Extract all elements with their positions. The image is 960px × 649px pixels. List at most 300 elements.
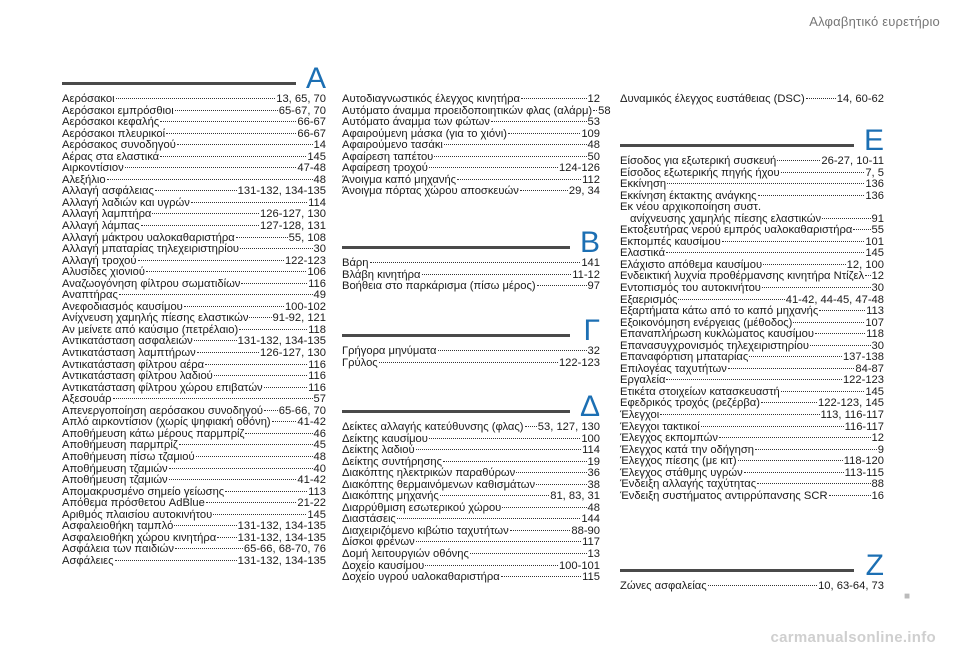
entry-pages: 126-127, 130 xyxy=(260,347,326,360)
entry-term: Δείκτες αλλαγής κατεύθυνσης (φλας) xyxy=(342,421,524,433)
entry-pages: 91 xyxy=(871,212,884,225)
section-rule xyxy=(620,569,854,572)
entry-pages: 38 xyxy=(587,478,600,491)
dot-leader xyxy=(537,285,587,286)
entry-pages: 48 xyxy=(313,173,326,186)
dot-leader xyxy=(728,368,855,369)
entry-term: Έλεγχος κατά την οδήγηση xyxy=(620,443,754,456)
entry-term: Δοχείο καυσίμου xyxy=(342,559,425,572)
entry-pages: 9 xyxy=(877,443,884,456)
entry-list-a xyxy=(62,94,326,567)
index-entry xyxy=(620,410,884,422)
entry-term: Επιλογέας ταχυτήτων xyxy=(620,362,727,375)
dot-leader xyxy=(370,262,581,263)
section-letter-g: Γ xyxy=(583,314,600,347)
entry-term: Διακόπτης μηχανής xyxy=(342,490,439,503)
index-entry xyxy=(62,371,326,383)
entry-term: Δυναμικός έλεγχος ευστάθειας (DSC) xyxy=(620,93,805,105)
entry-pages: 30 xyxy=(871,282,884,295)
dot-leader xyxy=(213,514,306,515)
dot-leader xyxy=(141,225,259,226)
dot-leader xyxy=(516,472,586,473)
entry-term: Αντικατάσταση ασφαλειών xyxy=(62,335,193,348)
entry-term: Αλλαγή μάκτρου υαλοκαθαριστήρα xyxy=(62,231,235,244)
entry-pages: 100 xyxy=(581,432,600,445)
entry-term: Βάρη xyxy=(342,257,369,269)
entry-term: Αλλαγή λαδιών και υγρών xyxy=(62,196,190,209)
dot-leader xyxy=(379,362,558,363)
dot-leader xyxy=(169,479,297,480)
entry-term: Έλεγχοι τακτικοί xyxy=(620,420,700,433)
entry-pages: 114 xyxy=(582,444,600,457)
entry-pages: 144 xyxy=(581,513,600,526)
entry-list-b xyxy=(342,258,600,293)
entry-term: Επαναπλήρωση κυκλώματος καυσίμου xyxy=(620,328,814,341)
dot-leader xyxy=(761,402,817,403)
dot-leader xyxy=(829,495,871,496)
dot-leader xyxy=(708,585,817,586)
dot-leader xyxy=(416,449,582,450)
entry-pages: 21-22 xyxy=(297,497,326,510)
entry-pages: 122-123 xyxy=(284,254,326,267)
entry-term: Επανασυγχρονισμός τηλεχειριστηρίου xyxy=(620,339,809,352)
entry-term: Αποθήμευση κάτω μέρους παρμπρίζ xyxy=(62,427,245,440)
entry-list-a-continued xyxy=(342,93,611,198)
section-a xyxy=(62,58,326,567)
dot-leader xyxy=(175,548,243,549)
entry-term: Αλλαγή λαμπτήρα xyxy=(62,208,152,221)
entry-term: Αποθήμευση παρμπρίζ xyxy=(62,439,178,452)
entry-pages: 81, 83, 31 xyxy=(550,490,600,503)
entry-pages: 40 xyxy=(313,462,326,475)
section-header-d xyxy=(342,386,600,422)
index-entry xyxy=(62,117,326,129)
dot-leader xyxy=(457,179,581,180)
entry-pages: 88-90 xyxy=(571,524,600,537)
dot-leader xyxy=(434,156,586,157)
index-entry xyxy=(620,491,884,503)
entry-pages: 122-123, 145 xyxy=(818,397,884,410)
entry-pages: 32 xyxy=(587,345,600,357)
entry-pages: 45 xyxy=(313,439,326,452)
section-rule xyxy=(620,144,854,147)
entry-term: Δείκτης καυσίμου xyxy=(342,432,428,445)
entry-pages: 116-117 xyxy=(844,420,884,433)
entry-term: ανίχνευσης χαμηλής πίεσης ελαστικών xyxy=(630,212,822,225)
entry-pages: 114 xyxy=(308,196,326,209)
dot-leader xyxy=(116,98,276,99)
entry-list-d xyxy=(342,422,600,584)
index-entry xyxy=(62,94,326,106)
entry-term: Είσοδος για εξωτερική συσκευή xyxy=(620,155,777,167)
entry-term: Εκκίνηση xyxy=(620,178,667,191)
entry-term: Αερόσακοι κεφαλής xyxy=(62,116,160,129)
entry-term: Αντικατάσταση φίλτρου λαδιού xyxy=(62,370,213,383)
dot-leader xyxy=(166,133,296,134)
entry-pages: 55 xyxy=(871,224,884,237)
index-entry xyxy=(62,221,326,233)
entry-term: Εκπομπές καυσίμου xyxy=(620,235,721,248)
entry-pages: 126-127, 130 xyxy=(260,208,326,221)
entry-pages: 10, 63-64, 73 xyxy=(818,580,884,592)
entry-pages: 55, 108 xyxy=(288,231,326,244)
entry-term: Αερόσακοι xyxy=(62,93,115,105)
entry-term: Απλό αιρκοντίσιον (χωρίς ψηφιακή οθόνη) xyxy=(62,416,271,429)
dot-leader xyxy=(113,398,313,399)
entry-pages: 46 xyxy=(313,427,326,440)
index-entry xyxy=(342,117,600,129)
entry-pages: 113, 116-117 xyxy=(820,409,884,422)
dot-leader xyxy=(245,433,312,434)
entry-term: Είσοδος εξωτερικής πηγής ήχου xyxy=(620,166,780,179)
entry-term: Αλλαγή τροχού xyxy=(62,254,137,267)
entry-term: Εκκίνηση έκτακτης ανάγκης xyxy=(620,189,757,202)
dot-leader xyxy=(865,275,870,276)
entry-term: Δοχείο υγρού υαλοκαθαριστήρα xyxy=(342,571,500,584)
section-header-b xyxy=(342,222,600,258)
entry-term: Αφαιρούμενο τασάκι xyxy=(342,139,443,152)
dot-leader xyxy=(206,502,297,503)
dot-leader xyxy=(763,264,846,265)
entry-term: Έλεγχος πίεσης (με κιτ) xyxy=(620,455,737,468)
entry-pages: 41-42, 44-45, 47-48 xyxy=(785,293,884,306)
entry-term: Διαστάσεις xyxy=(342,513,396,526)
index-entry xyxy=(342,258,600,270)
dot-leader xyxy=(177,144,313,145)
entry-term: Γρήγορα μηνύματα xyxy=(342,345,437,357)
entry-term: Εξαρτήματα κάτω από το καπό μηχανής xyxy=(620,305,819,318)
dot-leader xyxy=(758,195,865,196)
entry-pages: 7, 5 xyxy=(865,166,884,179)
dot-leader xyxy=(470,553,587,554)
dot-leader xyxy=(502,507,586,508)
entry-pages: 101 xyxy=(865,235,884,248)
dot-leader xyxy=(152,213,259,214)
dot-leader xyxy=(125,167,297,168)
entry-pages: 29, 34 xyxy=(568,185,600,198)
dot-leader xyxy=(240,248,313,249)
dot-leader xyxy=(146,271,306,272)
dot-leader xyxy=(236,237,288,238)
dot-leader xyxy=(416,541,581,542)
section-rule xyxy=(342,410,570,413)
entry-pages: 57 xyxy=(313,393,326,406)
entry-pages: 145 xyxy=(307,508,326,521)
entry-term: Ασφαλειοθήκη ταμπλό xyxy=(62,520,174,533)
entry-pages: 106 xyxy=(307,266,326,279)
dot-leader xyxy=(397,518,580,519)
entry-term: Δομή λειτουργιών οθόνης xyxy=(342,548,469,561)
entry-pages: 66-67 xyxy=(297,116,326,129)
dot-leader xyxy=(160,156,306,157)
entry-pages: 131-132, 134-135 xyxy=(237,335,326,348)
entry-term: Ετικέτα στοιχείων κατασκευαστή xyxy=(620,385,780,398)
index-entry xyxy=(342,445,600,457)
entry-term: Αναπτήρας xyxy=(62,289,118,302)
dot-leader xyxy=(160,121,296,122)
entry-term: Ένδειξη συστήματος αντιρρύπανσης SCR xyxy=(620,489,828,502)
dot-leader xyxy=(264,410,278,411)
entry-pages: 113-115 xyxy=(844,466,884,479)
entry-term: Αιρκοντίσιον xyxy=(62,162,124,175)
section-b xyxy=(342,222,600,293)
dot-leader xyxy=(593,110,597,111)
dot-leader xyxy=(822,218,870,219)
index-entry xyxy=(620,94,884,106)
entry-pages: 12, 100 xyxy=(846,258,884,271)
dot-leader xyxy=(440,495,550,496)
section-header-a xyxy=(62,58,326,94)
entry-list-g xyxy=(342,346,600,369)
entry-term: Αριθμός πλαισίου αυτοκινήτου xyxy=(62,508,213,521)
entry-term: Έλεγχοι xyxy=(620,409,660,422)
entry-pages: 12 xyxy=(871,270,884,283)
entry-pages: 84-87 xyxy=(855,362,884,375)
dot-leader xyxy=(205,364,307,365)
entry-pages: 118-120 xyxy=(843,455,884,468)
entry-term: Διαρρύθμιση εσωτερικού χώρου xyxy=(342,501,502,514)
index-entry xyxy=(62,244,326,256)
entry-term: Εξοικονόμηση ενέργειας (μέθοδος) xyxy=(620,316,793,329)
index-entry xyxy=(342,346,600,358)
dot-leader xyxy=(806,98,836,99)
index-entry xyxy=(620,156,884,168)
dot-leader xyxy=(429,438,580,439)
entry-term: Αυτόματο άναμμα προειδοποιητικών φλας (αλάρμ) xyxy=(342,104,593,117)
entry-pages: 145 xyxy=(307,150,326,163)
entry-term: Ανίχνευση χαμηλής πίεσης ελαστικών xyxy=(62,312,249,325)
entry-pages: 145 xyxy=(865,385,884,398)
dot-leader xyxy=(678,299,784,300)
entry-pages: 116 xyxy=(308,370,326,383)
entry-term: Γρύλος xyxy=(342,356,378,369)
dot-leader xyxy=(217,537,236,538)
section-letter-d: Δ xyxy=(579,390,600,423)
index-entry xyxy=(342,572,600,584)
entry-pages: 109 xyxy=(581,127,600,140)
entry-pages: 122-123 xyxy=(842,374,884,387)
section-rule xyxy=(342,246,570,249)
section-e xyxy=(620,120,884,502)
entry-term: Δίσκοι φρένων xyxy=(342,536,415,549)
entry-term: Αλυσίδες χιονιού xyxy=(62,266,146,279)
section-header-z xyxy=(620,545,884,581)
entry-term: Αερόσακοι εμπρόσθιοι xyxy=(62,104,174,117)
entry-pages: 26-27, 10-11 xyxy=(821,155,884,167)
entry-term: Έλεγχος εκπομπών xyxy=(620,432,718,445)
page-edge-marker: ■ xyxy=(904,591,911,602)
dot-leader xyxy=(777,160,820,161)
dot-leader xyxy=(667,183,864,184)
dot-leader xyxy=(666,379,842,380)
entry-term: Απόθεμα πρόσθετου AdBlue xyxy=(62,497,205,510)
section-g xyxy=(342,310,600,369)
entry-pages: 47-48 xyxy=(297,162,326,175)
entry-term: Ένδειξη αλλαγής ταχύτητας xyxy=(620,478,757,491)
index-entry xyxy=(620,306,884,318)
dot-leader xyxy=(196,456,313,457)
entry-pages: 141 xyxy=(581,257,600,269)
entry-pages: 124-126 xyxy=(558,162,600,175)
entry-term: Αερόσακος συνοδηγού xyxy=(62,139,176,152)
index-entry xyxy=(620,433,884,445)
dot-leader xyxy=(197,352,259,353)
entry-term: Αναζωογόνηση φίλτρου σωματιδίων xyxy=(62,277,241,290)
dot-leader xyxy=(214,375,307,376)
dot-leader xyxy=(107,179,313,180)
entry-term: Αντικατάσταση λαμπτήρων xyxy=(62,347,196,360)
entry-term: Βοήθεια στο παρκάρισμα (πίσω μέρος) xyxy=(342,280,536,293)
entry-term: Απομακρυσμένο σημείο γείωσης xyxy=(62,485,225,498)
dot-leader xyxy=(536,484,586,485)
index-entry xyxy=(620,581,884,593)
entry-term: Αποθήμευση τζαμιών xyxy=(62,474,168,487)
entry-term: Έλεγχος στάθμης υγρών xyxy=(620,466,743,479)
entry-term: Ελάχιστο απόθεμα καυσίμου xyxy=(620,258,763,271)
entry-pages: 136 xyxy=(865,178,884,191)
index-entry xyxy=(620,283,884,295)
section-a-continued xyxy=(342,93,611,198)
entry-pages: 118 xyxy=(308,323,326,336)
entry-pages: 131-132, 134-135 xyxy=(237,554,326,567)
section-letter-a: A xyxy=(305,62,326,95)
entry-term: Ανεφοδιασμός καυσίμου xyxy=(62,300,183,313)
entry-term: Αποθήμευση τζαμιών xyxy=(62,462,168,475)
dot-leader xyxy=(138,260,284,261)
section-letter-e: E xyxy=(863,124,884,157)
entry-pages: 122-123 xyxy=(558,356,600,369)
section-rule xyxy=(342,334,570,337)
entry-pages: 36 xyxy=(587,467,600,480)
dot-leader xyxy=(115,560,237,561)
entry-pages: 11-12 xyxy=(572,268,600,281)
section-header-g xyxy=(342,310,600,346)
entry-pages: 127-128, 131 xyxy=(260,220,326,233)
entry-term: Αφαίρεση τροχού xyxy=(342,162,428,175)
dot-leader xyxy=(666,252,864,253)
dot-leader xyxy=(249,317,271,318)
dot-leader xyxy=(225,491,307,492)
entry-term: Άνοιγμα καπό μηχανής xyxy=(342,173,457,186)
entry-pages: 100-101 xyxy=(558,559,600,572)
index-entry xyxy=(62,140,326,152)
dot-leader xyxy=(738,460,843,461)
dot-leader xyxy=(781,172,865,173)
index-entry xyxy=(342,422,600,434)
page-header-title: Αλφαβητικό ευρετήριο xyxy=(809,14,940,29)
dot-leader xyxy=(194,340,237,341)
entry-pages: 48 xyxy=(313,450,326,463)
dot-leader xyxy=(443,461,587,462)
entry-term: Αντικατάσταση φίλτρου χώρου επιβατών xyxy=(62,381,263,394)
entry-term: Αφαίρεση ταπέτου xyxy=(342,150,434,163)
entry-term: Εφεδρικός τροχός (ρεζέρβα) xyxy=(620,397,760,410)
entry-term: Αλεξήλιο xyxy=(62,173,106,186)
index-entry xyxy=(62,556,326,568)
entry-term: Βλάβη κινητήρα xyxy=(342,268,421,281)
dot-leader xyxy=(239,329,307,330)
dot-leader xyxy=(422,274,572,275)
entry-pages: 137-138 xyxy=(842,351,884,364)
entry-term: Απενεργοποίηση αερόσακου συνοδηγού xyxy=(62,404,264,417)
entry-term: Άνοιγμα πόρτας χώρου αποσκευών xyxy=(342,185,519,198)
entry-pages: 116 xyxy=(308,358,326,371)
entry-pages: 13 xyxy=(587,548,600,561)
dot-leader xyxy=(853,229,870,230)
dot-leader xyxy=(264,387,308,388)
entry-pages: 12 xyxy=(871,432,884,445)
entry-pages: 65-66, 70 xyxy=(278,404,326,417)
entry-list-e xyxy=(620,156,884,502)
entry-term: Αλλαγή μπαταρίας τηλεχειριστηρίου xyxy=(62,243,240,256)
index-entry xyxy=(342,94,600,106)
entry-term: Δείκτης συντήρησης xyxy=(342,455,443,468)
entry-term: Αποθήμευση πίσω τζαμιού xyxy=(62,450,195,463)
dot-leader xyxy=(508,133,580,134)
dot-leader xyxy=(501,576,581,577)
entry-term: Εργαλεία xyxy=(620,374,666,387)
entry-pages: 41-42 xyxy=(297,416,326,429)
entry-pages: 50 xyxy=(587,150,600,163)
entry-pages: 115 xyxy=(582,571,600,584)
entry-term: Επαναφόρτιση μπαταρίας xyxy=(620,351,749,364)
entry-pages: 131-132, 134-135 xyxy=(237,185,326,198)
entry-pages: 14, 60-62 xyxy=(836,93,884,105)
entry-pages: 53 xyxy=(587,116,600,129)
entry-term: Ασφαλειοθήκη χώρου κινητήρα xyxy=(62,531,217,544)
dot-leader xyxy=(241,283,307,284)
section-letter-b: B xyxy=(579,226,600,259)
index-entry xyxy=(342,549,600,561)
entry-pages: 65-67, 70 xyxy=(278,104,326,117)
entry-list-z xyxy=(620,581,884,593)
dot-leader xyxy=(119,294,313,295)
dot-leader xyxy=(179,444,313,445)
entry-pages: 48 xyxy=(587,139,600,152)
entry-pages: 16 xyxy=(871,489,884,502)
index-entry xyxy=(62,452,326,464)
entry-pages: 118 xyxy=(866,328,884,341)
entry-pages: 107 xyxy=(865,316,884,329)
dot-leader xyxy=(444,144,587,145)
entry-pages: 30 xyxy=(313,243,326,256)
dot-leader xyxy=(819,310,865,311)
entry-term: Αερόσακοι πλευρικοί xyxy=(62,127,166,140)
dot-leader xyxy=(429,167,558,168)
dot-leader xyxy=(701,426,844,427)
dot-leader xyxy=(793,322,864,323)
entry-pages: 48 xyxy=(587,501,600,514)
entry-term: Διακόπτης ηλεκτρικών παραθύρων xyxy=(342,467,516,480)
entry-pages: 100-102 xyxy=(284,300,326,313)
dot-leader xyxy=(169,468,313,469)
entry-term: Εκ νέου αρχικοποίηση συστ. xyxy=(620,201,762,214)
entry-term: Εντοπισμός του αυτοκινήτου xyxy=(620,282,761,295)
index-entry xyxy=(342,186,600,198)
index-entry xyxy=(342,358,600,370)
index-entry xyxy=(62,475,326,487)
entry-term: Διακόπτης θερμαινόμενων καθισμάτων xyxy=(342,478,536,491)
dot-leader xyxy=(184,306,284,307)
dot-leader xyxy=(525,426,537,427)
entry-term: Εξαερισμός xyxy=(620,293,678,306)
dot-leader xyxy=(174,525,236,526)
dot-leader xyxy=(762,287,871,288)
entry-term: Δείκτης λαδιού xyxy=(342,444,415,457)
entry-term: Αυτοδιαγνωστικός έλεγχος κινητήρα xyxy=(342,93,520,105)
entry-term: Ενδεικτική λυχνία προθέρμανσης κινητήρα Ντίζελ xyxy=(620,270,865,283)
entry-pages: 58 xyxy=(598,104,611,117)
